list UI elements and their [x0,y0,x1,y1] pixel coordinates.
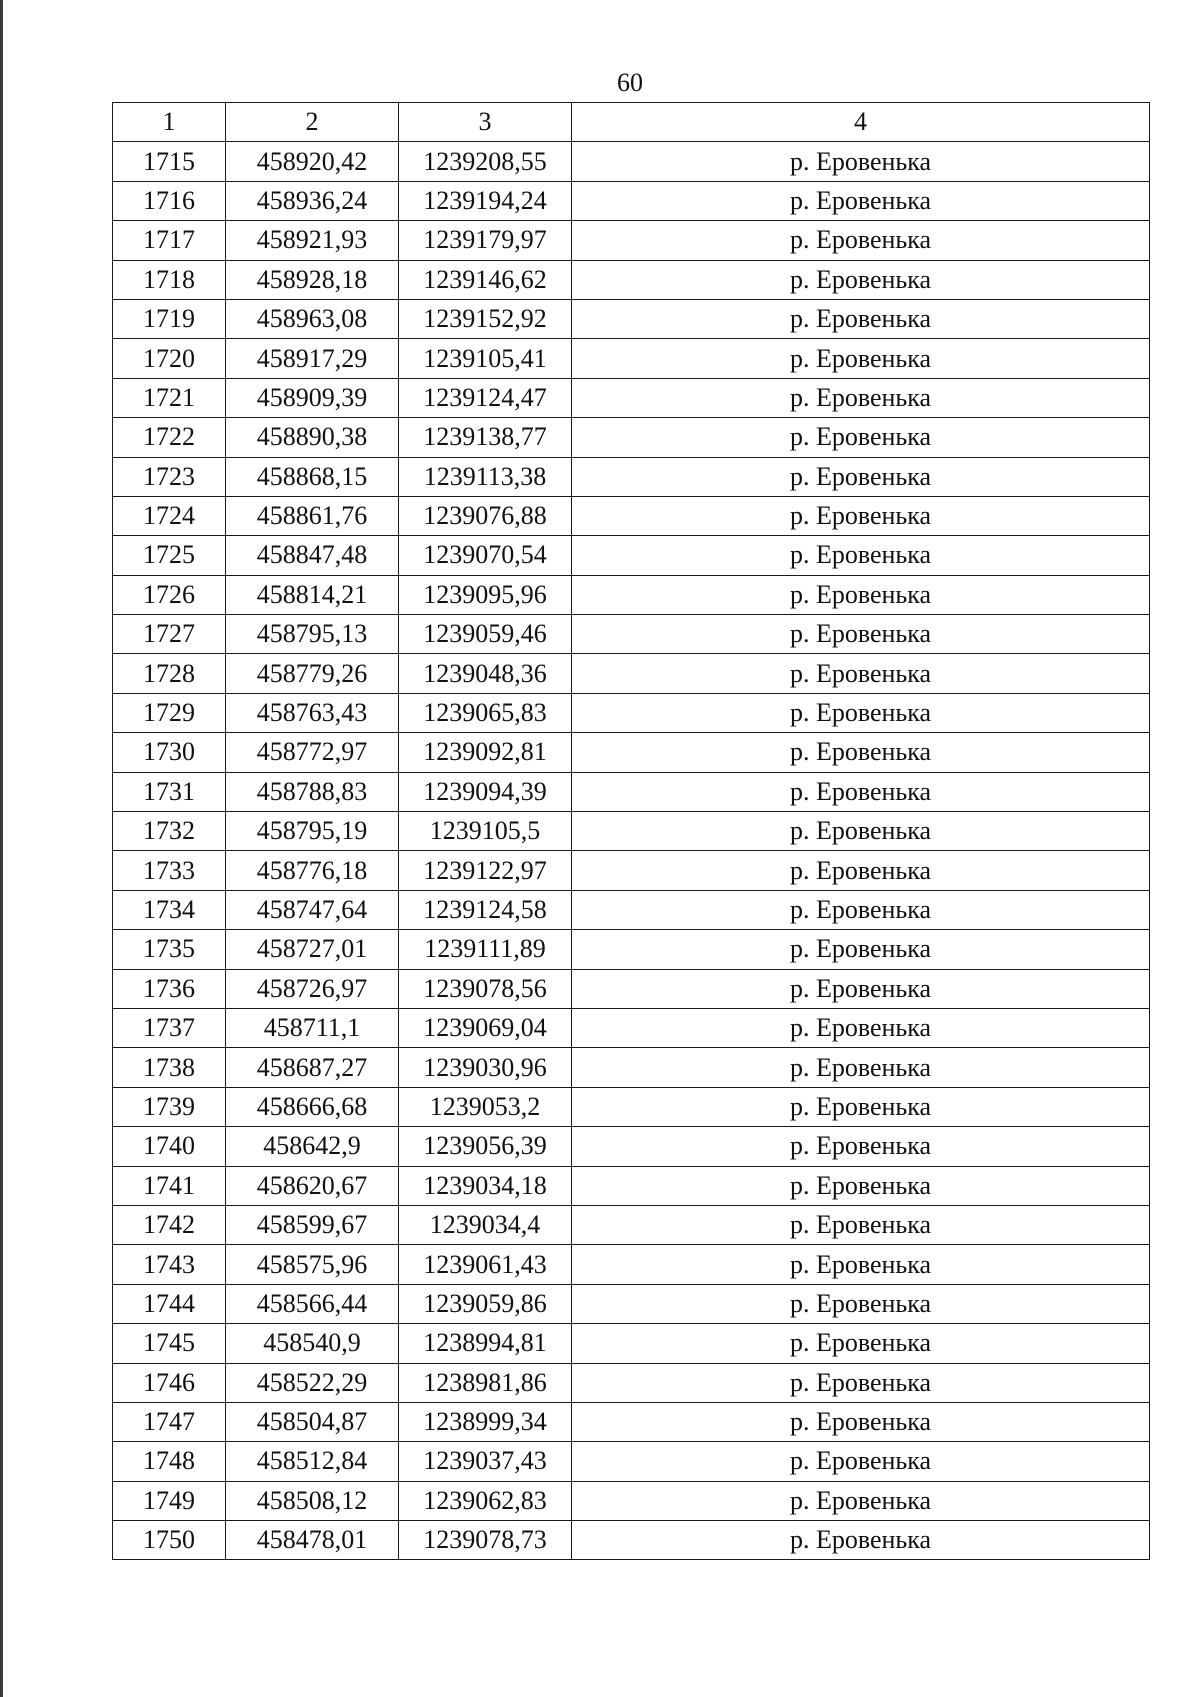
y-coordinate-cell: 1239053,2 [399,1087,572,1126]
point-number-cell: 1742 [113,1205,226,1244]
x-coordinate-cell: 458512,84 [226,1442,399,1481]
description-cell: р. Еровенька [572,654,1150,693]
point-number-cell: 1722 [113,418,226,457]
point-number-cell: 1721 [113,378,226,417]
description-cell: р. Еровенька [572,1481,1150,1520]
description-cell: р. Еровенька [572,772,1150,811]
table-row [113,142,1150,181]
y-coordinate-cell: 1239113,38 [399,457,572,496]
point-number-cell: 1723 [113,457,226,496]
table-row [113,693,1150,732]
table-row [113,457,1150,496]
table-body [113,142,1150,1560]
table-row [113,733,1150,772]
y-coordinate-cell: 1239048,36 [399,654,572,693]
description-cell: р. Еровенька [572,1008,1150,1047]
y-coordinate-cell: 1239152,92 [399,299,572,338]
x-coordinate-cell: 458936,24 [226,181,399,220]
y-coordinate-cell: 1239070,54 [399,536,572,575]
table-row [113,1284,1150,1323]
x-coordinate-cell: 458727,01 [226,930,399,969]
y-coordinate-cell: 1239037,43 [399,1442,572,1481]
table-row [113,1324,1150,1363]
x-coordinate-cell: 458921,93 [226,221,399,260]
point-number-cell: 1728 [113,654,226,693]
point-number-cell: 1750 [113,1521,226,1560]
y-coordinate-cell: 1239059,86 [399,1284,572,1323]
y-coordinate-cell: 1239062,83 [399,1481,572,1520]
x-coordinate-cell: 458909,39 [226,378,399,417]
point-number-cell: 1715 [113,142,226,181]
x-coordinate-cell: 458788,83 [226,772,399,811]
y-coordinate-cell: 1239034,18 [399,1166,572,1205]
y-coordinate-cell: 1239065,83 [399,693,572,732]
description-cell: р. Еровенька [572,496,1150,535]
table-header [113,103,1150,142]
point-number-cell: 1744 [113,1284,226,1323]
description-cell: р. Еровенька [572,1127,1150,1166]
point-number-cell: 1748 [113,1442,226,1481]
table-row [113,378,1150,417]
table-row [113,1402,1150,1441]
point-number-cell: 1730 [113,733,226,772]
description-cell: р. Еровенька [572,1363,1150,1402]
description-cell: р. Еровенька [572,1245,1150,1284]
table-row [113,299,1150,338]
point-number-cell: 1725 [113,536,226,575]
table-row [113,1008,1150,1047]
description-cell: р. Еровенька [572,851,1150,890]
table-row [113,221,1150,260]
point-number-cell: 1719 [113,299,226,338]
description-cell: р. Еровенька [572,1205,1150,1244]
table-row [113,1166,1150,1205]
x-coordinate-cell: 458540,9 [226,1324,399,1363]
point-number-cell: 1749 [113,1481,226,1520]
point-number-cell: 1740 [113,1127,226,1166]
table-row [113,851,1150,890]
description-cell: р. Еровенька [572,890,1150,929]
y-coordinate-cell: 1239124,47 [399,378,572,417]
y-coordinate-cell: 1239179,97 [399,221,572,260]
y-coordinate-cell: 1239122,97 [399,851,572,890]
table-row [113,418,1150,457]
description-cell: р. Еровенька [572,1087,1150,1126]
x-coordinate-cell: 458599,67 [226,1205,399,1244]
x-coordinate-cell: 458522,29 [226,1363,399,1402]
table-row [113,1087,1150,1126]
description-cell: р. Еровенька [572,1521,1150,1560]
y-coordinate-cell: 1239146,62 [399,260,572,299]
y-coordinate-cell: 1239061,43 [399,1245,572,1284]
x-coordinate-cell: 458861,76 [226,496,399,535]
description-cell: р. Еровенька [572,378,1150,417]
table-row [113,772,1150,811]
y-coordinate-cell: 1239034,4 [399,1205,572,1244]
point-number-cell: 1738 [113,1048,226,1087]
table-row [113,812,1150,851]
x-coordinate-cell: 458814,21 [226,575,399,614]
description-cell: р. Еровенька [572,1166,1150,1205]
x-coordinate-cell: 458847,48 [226,536,399,575]
x-coordinate-cell: 458666,68 [226,1087,399,1126]
point-number-cell: 1716 [113,181,226,220]
point-number-cell: 1731 [113,772,226,811]
header-cell-2: 2 [226,103,399,142]
x-coordinate-cell: 458928,18 [226,260,399,299]
x-coordinate-cell: 458566,44 [226,1284,399,1323]
y-coordinate-cell: 1239124,58 [399,890,572,929]
point-number-cell: 1747 [113,1402,226,1441]
description-cell: р. Еровенька [572,142,1150,181]
x-coordinate-cell: 458575,96 [226,1245,399,1284]
x-coordinate-cell: 458890,38 [226,418,399,457]
table-row [113,1048,1150,1087]
table-row [113,575,1150,614]
point-number-cell: 1743 [113,1245,226,1284]
point-number-cell: 1726 [113,575,226,614]
description-cell: р. Еровенька [572,260,1150,299]
x-coordinate-cell: 458795,13 [226,615,399,654]
point-number-cell: 1737 [113,1008,226,1047]
description-cell: р. Еровенька [572,418,1150,457]
table-row [113,1205,1150,1244]
description-cell: р. Еровенька [572,969,1150,1008]
description-cell: р. Еровенька [572,457,1150,496]
point-number-cell: 1739 [113,1087,226,1126]
header-cell-4: 4 [572,103,1150,142]
x-coordinate-cell: 458795,19 [226,812,399,851]
point-number-cell: 1727 [113,615,226,654]
x-coordinate-cell: 458776,18 [226,851,399,890]
x-coordinate-cell: 458917,29 [226,339,399,378]
description-cell: р. Еровенька [572,615,1150,654]
table-row [113,890,1150,929]
y-coordinate-cell: 1238999,34 [399,1402,572,1441]
table-row [113,536,1150,575]
description-cell: р. Еровенька [572,1402,1150,1441]
x-coordinate-cell: 458763,43 [226,693,399,732]
x-coordinate-cell: 458620,67 [226,1166,399,1205]
description-cell: р. Еровенька [572,221,1150,260]
x-coordinate-cell: 458920,42 [226,142,399,181]
x-coordinate-cell: 458779,26 [226,654,399,693]
header-cell-3: 3 [399,103,572,142]
table-row [113,1245,1150,1284]
table-row [113,181,1150,220]
table-row [113,1521,1150,1560]
table-row [113,496,1150,535]
y-coordinate-cell: 1239194,24 [399,181,572,220]
y-coordinate-cell: 1239092,81 [399,733,572,772]
table-row [113,930,1150,969]
description-cell: р. Еровенька [572,339,1150,378]
description-cell: р. Еровенька [572,1048,1150,1087]
description-cell: р. Еровенька [572,812,1150,851]
point-number-cell: 1745 [113,1324,226,1363]
table-row [113,615,1150,654]
table-row [113,969,1150,1008]
point-number-cell: 1736 [113,969,226,1008]
y-coordinate-cell: 1239208,55 [399,142,572,181]
y-coordinate-cell: 1239138,77 [399,418,572,457]
point-number-cell: 1729 [113,693,226,732]
y-coordinate-cell: 1239056,39 [399,1127,572,1166]
y-coordinate-cell: 1239059,46 [399,615,572,654]
x-coordinate-cell: 458508,12 [226,1481,399,1520]
point-number-cell: 1717 [113,221,226,260]
point-number-cell: 1720 [113,339,226,378]
table-row [113,339,1150,378]
page-number: 60 [617,68,643,97]
description-cell: р. Еровенька [572,1324,1150,1363]
y-coordinate-cell: 1239095,96 [399,575,572,614]
description-cell: р. Еровенька [572,930,1150,969]
y-coordinate-cell: 1239076,88 [399,496,572,535]
y-coordinate-cell: 1239111,89 [399,930,572,969]
y-coordinate-cell: 1239094,39 [399,772,572,811]
header-cell-1: 1 [113,103,226,142]
point-number-cell: 1733 [113,851,226,890]
x-coordinate-cell: 458726,97 [226,969,399,1008]
x-coordinate-cell: 458711,1 [226,1008,399,1047]
y-coordinate-cell: 1239069,04 [399,1008,572,1047]
description-cell: р. Еровенька [572,1442,1150,1481]
x-coordinate-cell: 458868,15 [226,457,399,496]
x-coordinate-cell: 458478,01 [226,1521,399,1560]
x-coordinate-cell: 458642,9 [226,1127,399,1166]
x-coordinate-cell: 458772,97 [226,733,399,772]
y-coordinate-cell: 1238994,81 [399,1324,572,1363]
table-row [113,1127,1150,1166]
y-coordinate-cell: 1239078,73 [399,1521,572,1560]
description-cell: р. Еровенька [572,575,1150,614]
point-number-cell: 1724 [113,496,226,535]
point-number-cell: 1732 [113,812,226,851]
header-row [113,103,1150,142]
point-number-cell: 1718 [113,260,226,299]
x-coordinate-cell: 458504,87 [226,1402,399,1441]
point-number-cell: 1734 [113,890,226,929]
y-coordinate-cell: 1239030,96 [399,1048,572,1087]
description-cell: р. Еровенька [572,693,1150,732]
table-row [113,1442,1150,1481]
table-row [113,654,1150,693]
coordinates-table [112,102,1150,1560]
description-cell: р. Еровенька [572,536,1150,575]
description-cell: р. Еровенька [572,181,1150,220]
table-row [113,260,1150,299]
x-coordinate-cell: 458747,64 [226,890,399,929]
table-row [113,1481,1150,1520]
point-number-cell: 1735 [113,930,226,969]
description-cell: р. Еровенька [572,1284,1150,1323]
x-coordinate-cell: 458687,27 [226,1048,399,1087]
point-number-cell: 1746 [113,1363,226,1402]
y-coordinate-cell: 1239105,5 [399,812,572,851]
table-row [113,1363,1150,1402]
point-number-cell: 1741 [113,1166,226,1205]
y-coordinate-cell: 1238981,86 [399,1363,572,1402]
y-coordinate-cell: 1239078,56 [399,969,572,1008]
page-left-edge [0,0,3,1697]
description-cell: р. Еровенька [572,299,1150,338]
description-cell: р. Еровенька [572,733,1150,772]
y-coordinate-cell: 1239105,41 [399,339,572,378]
x-coordinate-cell: 458963,08 [226,299,399,338]
